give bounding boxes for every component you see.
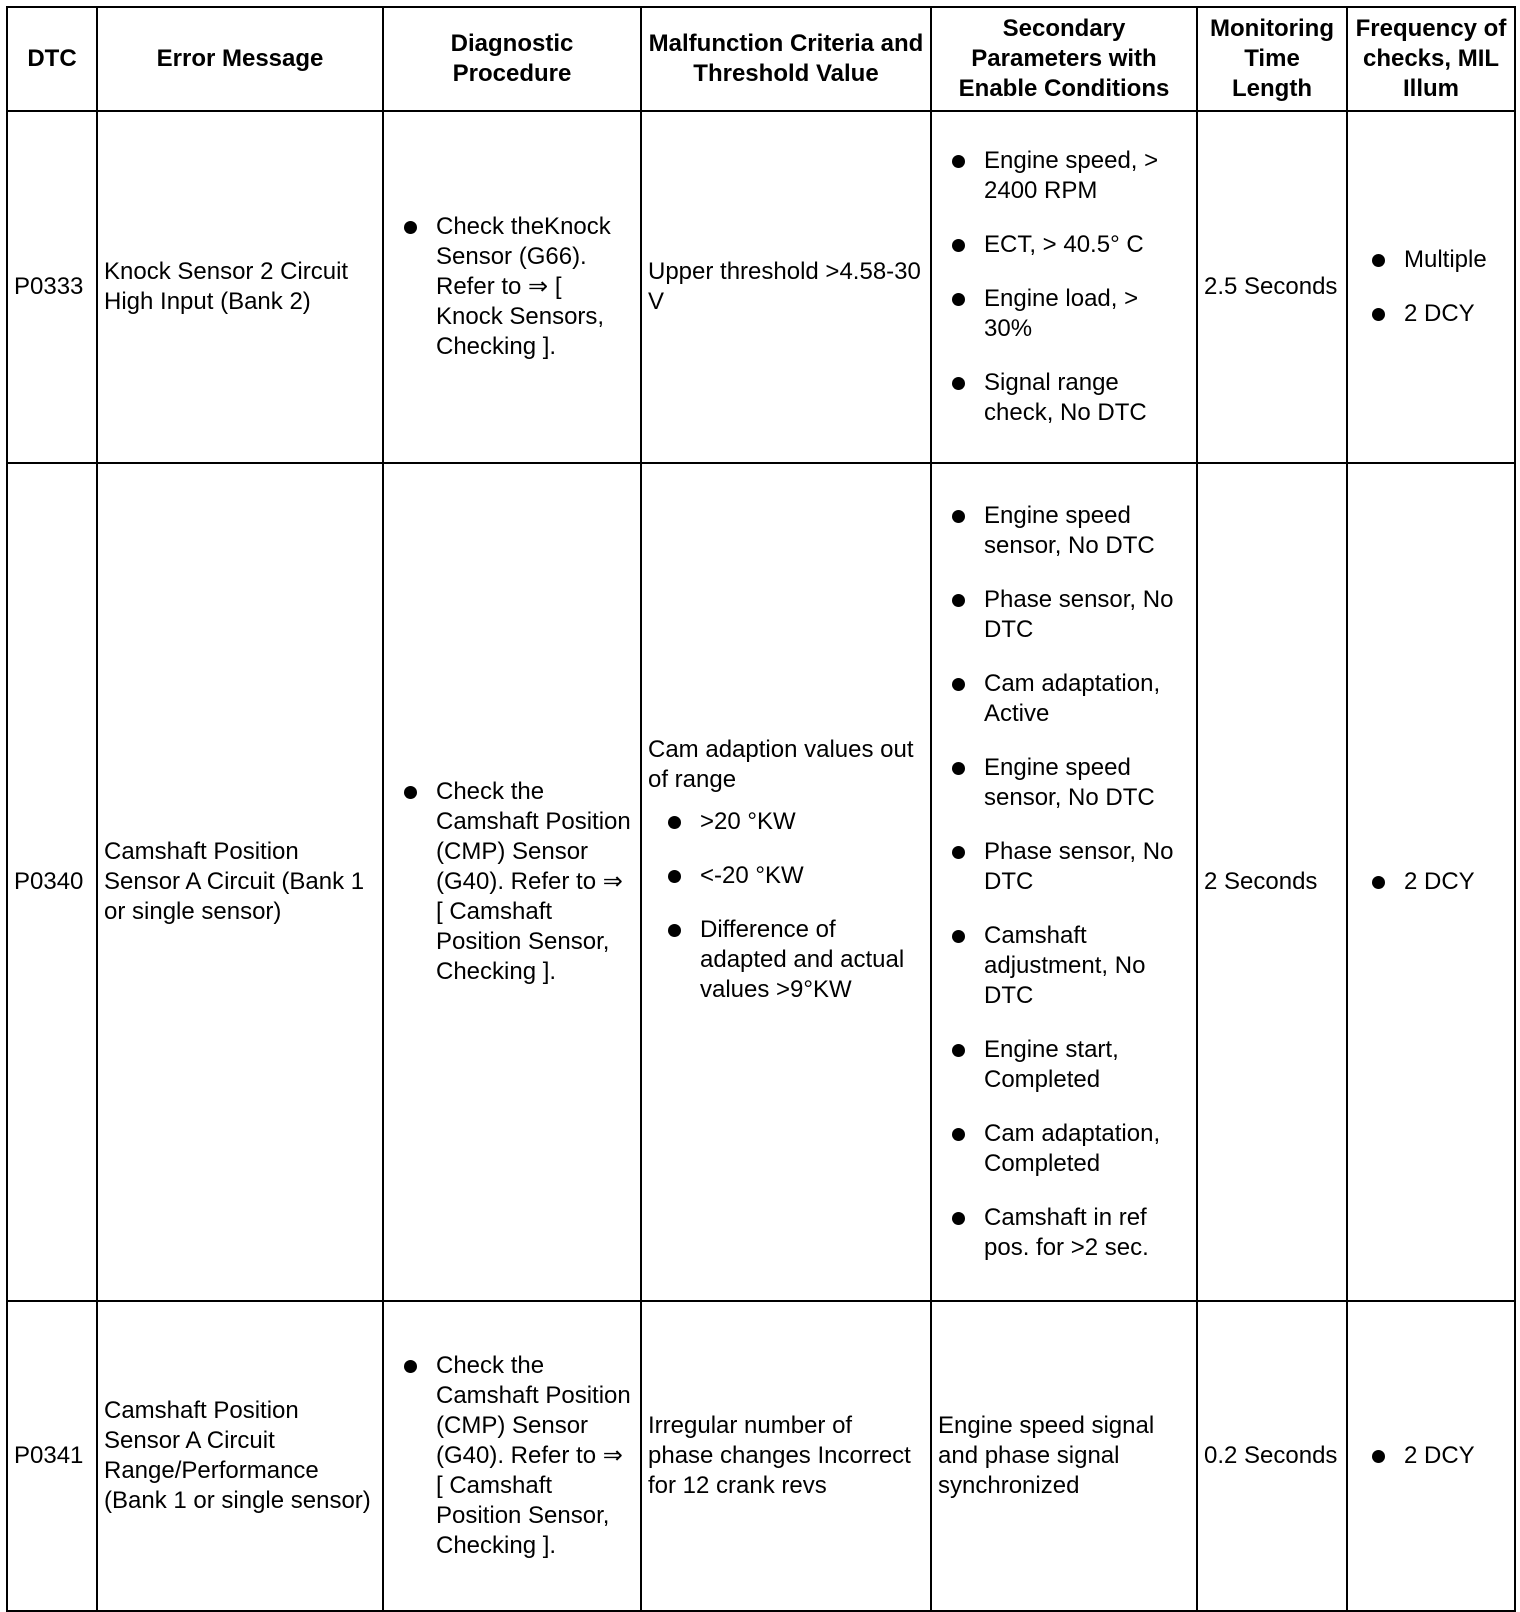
monitoring-time-cell bbox=[1197, 111, 1347, 463]
error-message-cell bbox=[97, 463, 383, 1301]
malfunction-criteria-item: Difference of adapted and actual values >9°KW bbox=[648, 915, 924, 1005]
header-dtc: DTC bbox=[7, 7, 97, 111]
table-row bbox=[7, 111, 1515, 463]
frequency-cell bbox=[1347, 1301, 1515, 1611]
diagnostic-procedure-list bbox=[384, 212, 634, 362]
frequency-item: 2 DCY bbox=[1348, 299, 1508, 329]
dtc-cell bbox=[7, 463, 97, 1301]
malfunction-criteria-text: Irregular number of phase changes Incorrect for 12 crank revs bbox=[648, 1412, 911, 1499]
secondary-parameter-item: ECT, > 40.5° C bbox=[932, 230, 1190, 260]
secondary-parameter-item: Cam adaptation, Completed bbox=[932, 1119, 1190, 1179]
secondary-parameter-item: Phase sensor, No DTC bbox=[932, 585, 1190, 645]
monitoring-time-cell bbox=[1197, 463, 1347, 1301]
malfunction-criteria-item: <-20 °KW bbox=[648, 861, 924, 891]
malfunction-criteria-cell bbox=[641, 463, 931, 1301]
secondary-parameter-item: Cam adaptation, Active bbox=[932, 669, 1190, 729]
dtc-code: P0341 bbox=[14, 1442, 84, 1469]
secondary-parameter-item: Engine speed, > 2400 RPM bbox=[932, 146, 1190, 206]
frequency-list bbox=[1348, 245, 1508, 329]
monitoring-time: 2.5 Seconds bbox=[1204, 273, 1338, 300]
secondary-parameters-cell bbox=[931, 463, 1197, 1301]
secondary-parameters-cell bbox=[931, 111, 1197, 463]
secondary-parameter-list bbox=[932, 146, 1190, 428]
frequency-cell bbox=[1347, 111, 1515, 463]
frequency-list bbox=[1348, 1441, 1508, 1471]
error-message: Camshaft Position Sensor A Circuit (Bank 1 or single sensor) bbox=[104, 838, 365, 925]
malfunction-criteria-cell bbox=[641, 1301, 931, 1611]
monitoring-time: 2 Seconds bbox=[1204, 868, 1318, 895]
frequency-list bbox=[1348, 867, 1508, 897]
diagnostic-procedure-item: Check theKnock Sensor (G66). Refer to ⇒ [ Knock Sensors, Checking ]. bbox=[384, 212, 634, 362]
secondary-parameters-text: Engine speed signal and phase signal synchronized bbox=[938, 1412, 1155, 1499]
monitoring-time: 0.2 Seconds bbox=[1204, 1442, 1338, 1469]
dtc-code: P0340 bbox=[14, 868, 84, 895]
dtc-cell bbox=[7, 1301, 97, 1611]
malfunction-criteria-text: Upper threshold >4.58-30 V bbox=[648, 258, 921, 315]
dtc-cell bbox=[7, 111, 97, 463]
table-row bbox=[7, 1301, 1515, 1611]
header-monitoring-time: Monitoring Time Length bbox=[1197, 7, 1347, 111]
malfunction-criteria-list bbox=[648, 807, 924, 1005]
header-error-message: Error Message bbox=[97, 7, 383, 111]
malfunction-criteria-text: Cam adaption values out of range bbox=[648, 736, 914, 793]
secondary-parameter-item: Camshaft in ref pos. for >2 sec. bbox=[932, 1203, 1190, 1263]
header-diagnostic-procedure: Diagnostic Procedure bbox=[383, 7, 641, 111]
frequency-item: 2 DCY bbox=[1348, 867, 1508, 897]
diagnostic-procedure-item: Check the Camshaft Position (CMP) Sensor (G40). Refer to ⇒ [ Camshaft Position Sensor, Checking ]. bbox=[384, 777, 634, 987]
secondary-parameter-item: Signal range check, No DTC bbox=[932, 368, 1190, 428]
diagnostic-procedure-cell bbox=[383, 111, 641, 463]
error-message-cell bbox=[97, 1301, 383, 1611]
secondary-parameter-item: Camshaft adjustment, No DTC bbox=[932, 921, 1190, 1011]
header-malfunction-criteria: Malfunction Criteria and Threshold Value bbox=[641, 7, 931, 111]
diagnostic-procedure-cell bbox=[383, 1301, 641, 1611]
error-message: Knock Sensor 2 Circuit High Input (Bank 2) bbox=[104, 258, 349, 315]
dtc-table bbox=[6, 6, 1516, 1612]
frequency-cell bbox=[1347, 463, 1515, 1301]
error-message: Camshaft Position Sensor A Circuit Range/Performance (Bank 1 or single sensor) bbox=[104, 1397, 371, 1514]
frequency-item: Multiple bbox=[1348, 245, 1508, 275]
dtc-code: P0333 bbox=[14, 273, 84, 300]
secondary-parameter-list bbox=[932, 501, 1190, 1263]
secondary-parameter-item: Engine start, Completed bbox=[932, 1035, 1190, 1095]
diagnostic-procedure-list bbox=[384, 777, 634, 987]
secondary-parameters-cell bbox=[931, 1301, 1197, 1611]
secondary-parameter-item: Engine load, > 30% bbox=[932, 284, 1190, 344]
error-message-cell bbox=[97, 111, 383, 463]
malfunction-criteria-cell bbox=[641, 111, 931, 463]
secondary-parameter-item: Phase sensor, No DTC bbox=[932, 837, 1190, 897]
frequency-item: 2 DCY bbox=[1348, 1441, 1508, 1471]
secondary-parameter-item: Engine speed sensor, No DTC bbox=[932, 753, 1190, 813]
diagnostic-procedure-item: Check the Camshaft Position (CMP) Sensor (G40). Refer to ⇒ [ Camshaft Position Sensor, Checking ]. bbox=[384, 1351, 634, 1561]
header-row bbox=[7, 7, 1515, 111]
diagnostic-procedure-cell bbox=[383, 463, 641, 1301]
diagnostic-procedure-list bbox=[384, 1351, 634, 1561]
malfunction-criteria-item: >20 °KW bbox=[648, 807, 924, 837]
secondary-parameter-item: Engine speed sensor, No DTC bbox=[932, 501, 1190, 561]
header-secondary-parameters: Secondary Parameters with Enable Conditions bbox=[931, 7, 1197, 111]
header-frequency: Frequency of checks, MIL Illum bbox=[1347, 7, 1515, 111]
monitoring-time-cell bbox=[1197, 1301, 1347, 1611]
table-row bbox=[7, 463, 1515, 1301]
